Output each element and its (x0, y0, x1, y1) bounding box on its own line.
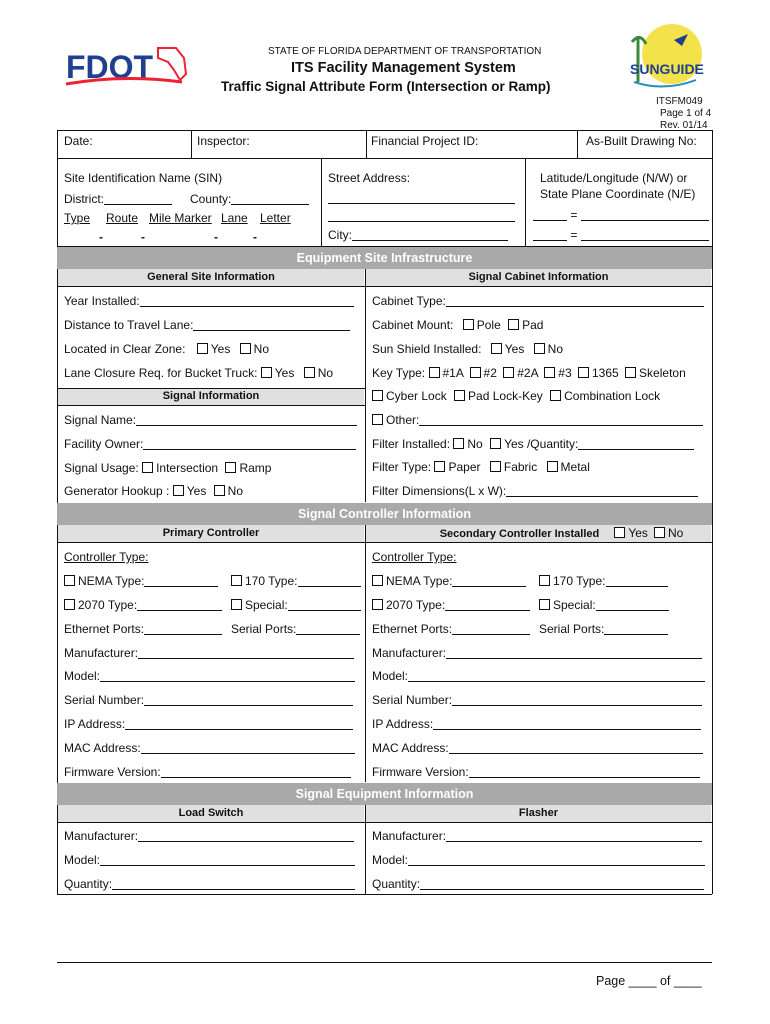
clear-zone-yes-checkbox[interactable] (197, 343, 208, 354)
pad-lock-key-checkbox[interactable] (454, 390, 465, 401)
sin-label: Site Identification Name (SIN) (64, 171, 223, 185)
year-installed-field[interactable]: Year Installed: (64, 294, 354, 308)
distance-travel-lane-field[interactable]: Distance to Travel Lane: (64, 318, 350, 332)
district-label: District: (64, 192, 104, 206)
usage-ramp-checkbox[interactable] (225, 462, 236, 473)
street-address-line-2[interactable] (328, 221, 515, 222)
secondary-170-checkbox[interactable] (539, 575, 550, 586)
fdot-logo (64, 40, 188, 92)
sun-shield-no-checkbox[interactable] (534, 343, 545, 354)
sin-dash-2: - (141, 230, 145, 244)
primary-2070-field[interactable]: 2070 Type: (64, 598, 222, 612)
generator-no-checkbox[interactable] (214, 485, 225, 496)
secondary-yes-checkbox[interactable] (614, 527, 625, 538)
financial-project-id-field[interactable]: Financial Project ID: (371, 134, 479, 148)
state-plane-label: State Plane Coordinate (N/E) (540, 187, 696, 201)
secondary-nema-checkbox[interactable] (372, 575, 383, 586)
equipment-band: Equipment Site Infrastructure (57, 247, 712, 269)
city-label: City: (328, 228, 352, 242)
signal-cabinet-header: Signal Cabinet Information (366, 269, 711, 286)
secondary-2070-checkbox[interactable] (372, 599, 383, 610)
combination-lock-checkbox[interactable] (550, 390, 561, 401)
primary-2070-checkbox[interactable] (64, 599, 75, 610)
as-built-drawing-field[interactable]: As-Built Drawing No: (586, 134, 697, 148)
mount-pad-checkbox[interactable] (508, 319, 519, 330)
load-switch-manufacturer-field[interactable]: Manufacturer: (64, 829, 354, 843)
primary-170-checkbox[interactable] (231, 575, 242, 586)
general-site-header: General Site Information (58, 269, 364, 286)
primary-special-checkbox[interactable] (231, 599, 242, 610)
secondary-model-field[interactable]: Model: (372, 669, 705, 683)
letter-label: Letter (260, 211, 291, 225)
primary-170-field[interactable]: 170 Type: (231, 574, 361, 588)
primary-nema-checkbox[interactable] (64, 575, 75, 586)
secondary-mac-address-field[interactable]: MAC Address: (372, 741, 703, 755)
street-address-label: Street Address: (328, 171, 411, 185)
signal-info-header: Signal Information (58, 388, 364, 405)
controller-band: Signal Controller Information (57, 503, 712, 525)
coordinate-row-2[interactable]: = (533, 228, 709, 242)
street-address-line-1[interactable] (328, 203, 515, 204)
flasher-manufacturer-field[interactable]: Manufacturer: (372, 829, 702, 843)
primary-special-field[interactable]: Special: (231, 598, 361, 612)
load-switch-model-field[interactable]: Model: (64, 853, 355, 867)
secondary-170-field[interactable]: 170 Type: (539, 574, 668, 588)
lock-type-field[interactable]: Cyber Lock Pad Lock-Key Combination Lock (372, 389, 660, 403)
facility-owner-field[interactable]: Facility Owner: (64, 437, 356, 451)
route-label: Route (106, 211, 139, 225)
filter-dimensions-field[interactable]: Filter Dimensions(L x W): (372, 484, 698, 498)
agency-name: STATE OF FLORIDA DEPARTMENT OF TRANSPORTATION (268, 46, 542, 57)
filter-type-field[interactable]: Filter Type: Paper Fabric Metal (372, 460, 590, 474)
secondary-no-checkbox[interactable] (654, 527, 665, 538)
usage-intersection-checkbox[interactable] (142, 462, 153, 473)
inspector-field[interactable]: Inspector: (197, 134, 250, 148)
secondary-2070-field[interactable]: 2070 Type: (372, 598, 530, 612)
load-switch-quantity-field[interactable]: Quantity: (64, 877, 355, 891)
mile-marker-label: Mile Marker (149, 211, 212, 225)
primary-nema-field[interactable]: NEMA Type: (64, 574, 218, 588)
clear-zone-no-checkbox[interactable] (240, 343, 251, 354)
secondary-controller-type-label: Controller Type: (372, 550, 457, 564)
svg-text:FDOT: FDOT (66, 49, 154, 85)
mount-pole-checkbox[interactable] (463, 319, 474, 330)
type-label: Type (64, 211, 91, 225)
primary-serial-ports-field[interactable]: Serial Ports: (231, 622, 360, 636)
lane-closure-no-checkbox[interactable] (304, 367, 315, 378)
secondary-serial-ports-field[interactable]: Serial Ports: (539, 622, 668, 636)
secondary-special-field[interactable]: Special: (539, 598, 669, 612)
sun-shield-field[interactable]: Sun Shield Installed: Yes No (372, 342, 564, 356)
key-1a-checkbox[interactable] (429, 367, 440, 378)
primary-serial-number-field[interactable]: Serial Number: (64, 693, 353, 707)
form-subtitle: Traffic Signal Attribute Form (Intersection or Ramp) (221, 79, 551, 94)
filter-yes-checkbox[interactable] (490, 438, 501, 449)
secondary-special-checkbox[interactable] (539, 599, 550, 610)
flasher-model-field[interactable]: Model: (372, 853, 705, 867)
signal-name-field[interactable]: Signal Name: (64, 413, 357, 427)
key-1365-checkbox[interactable] (578, 367, 589, 378)
lane-closure-yes-checkbox[interactable] (261, 367, 272, 378)
secondary-ip-address-field[interactable]: IP Address: (372, 717, 701, 731)
cyber-lock-checkbox[interactable] (372, 390, 383, 401)
primary-mac-address-field[interactable]: MAC Address: (64, 741, 355, 755)
city-field[interactable] (328, 228, 508, 242)
primary-ip-address-field[interactable]: IP Address: (64, 717, 353, 731)
primary-controller-header: Primary Controller (58, 525, 364, 542)
secondary-nema-field[interactable]: NEMA Type: (372, 574, 526, 588)
sin-dash-4: - (253, 230, 257, 244)
lane-label: Lane (221, 211, 248, 225)
svg-text:SUNGUIDE: SUNGUIDE (630, 61, 704, 77)
filter-metal-checkbox[interactable] (547, 461, 558, 472)
signal-usage-field[interactable]: Signal Usage: Intersection Ramp (64, 461, 272, 475)
sin-dash-3: - (214, 230, 218, 244)
filter-installed-field[interactable]: Filter Installed: No Yes /Quantity: (372, 437, 694, 451)
page-of-label: Page ____ of ____ (596, 974, 702, 988)
generator-yes-checkbox[interactable] (173, 485, 184, 496)
key-3-checkbox[interactable] (544, 367, 555, 378)
key-skeleton-checkbox[interactable] (625, 367, 636, 378)
county-label: County: (190, 192, 232, 206)
other-lock-checkbox[interactable] (372, 414, 383, 425)
filter-fabric-checkbox[interactable] (490, 461, 501, 472)
county-field[interactable] (190, 192, 309, 206)
form-id: ITSFM049 (656, 96, 703, 107)
primary-firmware-field[interactable]: Firmware Version: (64, 765, 351, 779)
secondary-manufacturer-field[interactable]: Manufacturer: (372, 646, 702, 660)
secondary-controller-header: Secondary Controller Installed Yes No (366, 525, 711, 542)
latlong-label: Latitude/Longitude (N/W) or (540, 171, 688, 185)
filter-paper-checkbox[interactable] (434, 461, 445, 472)
filter-no-checkbox[interactable] (453, 438, 464, 449)
generator-hookup-field[interactable]: Generator Hookup : Yes No (64, 484, 244, 498)
flasher-header: Flasher (366, 805, 711, 822)
signal-equipment-band: Signal Equipment Information (57, 783, 712, 805)
coordinate-row-1[interactable]: = (533, 208, 709, 222)
cabinet-mount-field[interactable]: Cabinet Mount: Pole Pad (372, 318, 544, 332)
district-field[interactable] (64, 192, 172, 206)
sunguide-logo (624, 22, 706, 96)
key-type-field[interactable]: Key Type: #1A #2 #2A #3 1365 Skeleton (372, 366, 686, 380)
footer-rule (57, 962, 712, 963)
sun-shield-yes-checkbox[interactable] (491, 343, 502, 354)
primary-manufacturer-field[interactable]: Manufacturer: (64, 646, 354, 660)
cabinet-type-field[interactable]: Cabinet Type: (372, 294, 704, 308)
lane-closure-field[interactable]: Lane Closure Req. for Bucket Truck: Yes No (64, 366, 334, 380)
sin-dash-1: - (99, 230, 103, 244)
primary-ethernet-field[interactable]: Ethernet Ports: (64, 622, 222, 636)
secondary-firmware-field[interactable]: Firmware Version: (372, 765, 700, 779)
form-title: ITS Facility Management System (291, 60, 516, 76)
primary-model-field[interactable]: Model: (64, 669, 355, 683)
secondary-ethernet-field[interactable]: Ethernet Ports: (372, 622, 530, 636)
revision: Rev. 01/14 (660, 120, 708, 131)
page-indicator: Page 1 of 4 (660, 108, 712, 119)
flasher-quantity-field[interactable]: Quantity: (372, 877, 704, 891)
clear-zone-field[interactable]: Located in Clear Zone: Yes No (64, 342, 270, 356)
other-lock-field[interactable]: Other: (372, 413, 703, 427)
secondary-serial-number-field[interactable]: Serial Number: (372, 693, 702, 707)
primary-controller-type-label: Controller Type: (64, 550, 149, 564)
key-2a-checkbox[interactable] (503, 367, 514, 378)
date-field[interactable]: Date: (64, 134, 93, 148)
load-switch-header: Load Switch (58, 805, 364, 822)
key-2-checkbox[interactable] (470, 367, 481, 378)
